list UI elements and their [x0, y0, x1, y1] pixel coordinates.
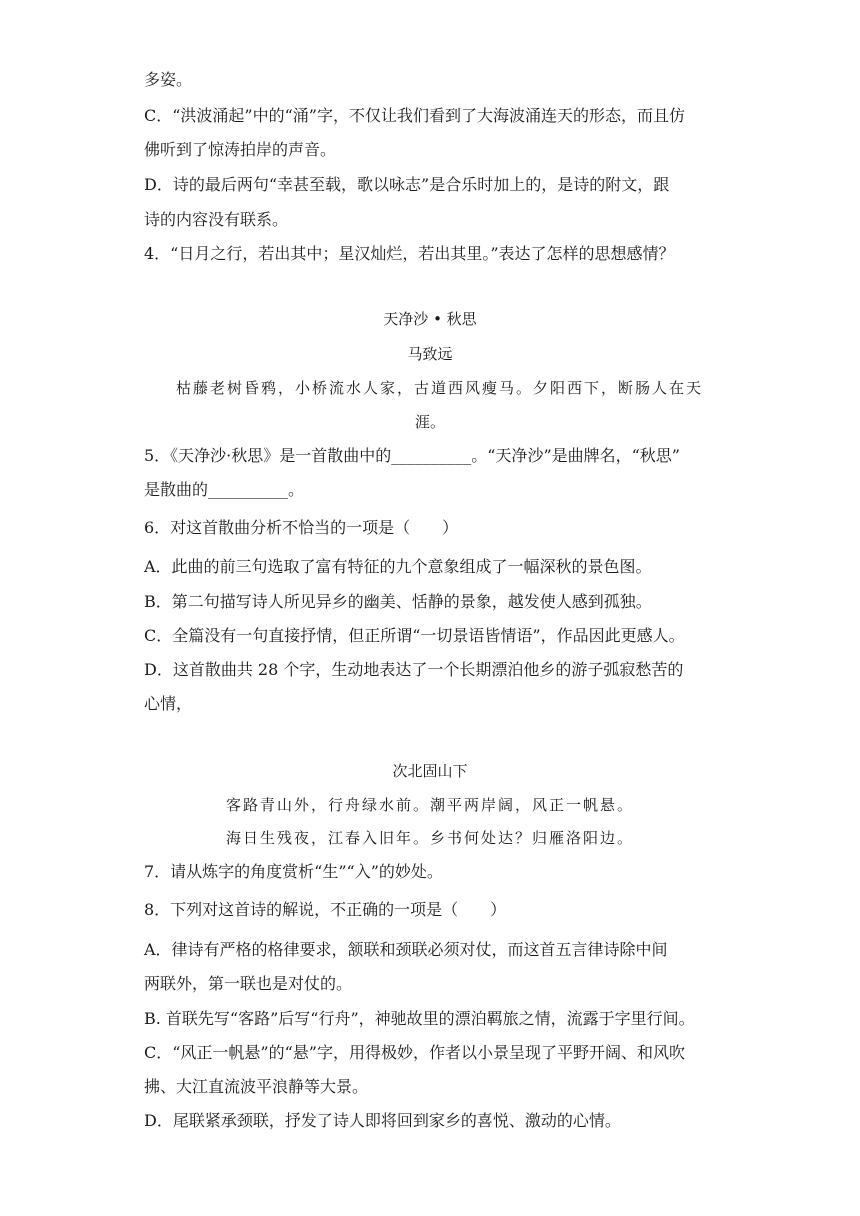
poem-title: 次北固山下: [392, 762, 468, 780]
text-line: 心情，: [144, 694, 193, 713]
option-d-line: D．尾联紧承颈联，抒发了诗人即将回到家乡的喜悦、激动的心情。: [144, 1111, 621, 1130]
option-c-line: C．全篇没有一句直接抒情，但正所谓“一切景语皆情语”，作品因此更感人。: [144, 626, 685, 645]
text-line: 诗的内容没有联系。: [144, 210, 289, 229]
poem-line: 客路青山外，行舟绿水前。潮平两岸阔，风正一帆悬。: [225, 796, 634, 814]
question-8: 8．下列对这首诗的解说，不正确的一项是（ ）: [144, 900, 507, 919]
option-a-line: A．律诗有严格的格律要求，颔联和颈联必须对仗，而这首五言律诗除中间: [144, 940, 668, 959]
poem-title: 天净沙 • 秋思: [383, 310, 477, 328]
option-d-line: D．诗的最后两句“幸甚至载，歌以咏志”是合乐时加上的，是诗的附文，跟: [144, 175, 670, 194]
option-d-line: D．这首散曲共 28 个字，生动地表达了一个长期漂泊他乡的游子弧寂愁苦的: [144, 660, 684, 679]
question-4: 4．“日月之行，若出其中；星汉灿烂，若出其里。”表达了怎样的思想感情？: [144, 244, 675, 263]
poem-line: 涯。: [414, 413, 445, 431]
text-line: 多姿。: [144, 70, 193, 89]
poem-author: 马致远: [407, 345, 453, 363]
text-line: 两联外，第一联也是对仗的。: [144, 974, 353, 993]
question-5: 5．《天净沙·秋思》是一首散曲中的__________。“天净沙”是曲牌名，“秋思”: [144, 446, 680, 465]
poem-line: 海日生残夜，江春入旧年。乡书何处达？归雁洛阳边。: [225, 829, 634, 847]
option-b-line: B. 首联先写“客路”后写“行舟”，神驰故里的漂泊羁旅之情，流露于字里行间。: [144, 1009, 695, 1028]
option-b-line: B．第二句描写诗人所见异乡的幽美、恬静的景象，越发使人感到孤独。: [144, 592, 652, 611]
option-c-line: C．“洪波涌起”中的“涌”字，不仅让我们看到了大海波涌连天的形态，而且仿: [144, 106, 685, 125]
text-line: 是散曲的__________。: [144, 480, 305, 499]
text-line: 佛听到了惊涛拍岸的声音。: [144, 140, 337, 159]
text-line: 拂、大江直流波平浪静等大景。: [144, 1077, 369, 1096]
option-c-line: C．“风正一帆悬”的“悬”字，用得极妙，作者以小景呈现了平野开阔、和风吹: [144, 1043, 685, 1062]
question-7: 7．请从炼字的角度赏析“生”“入”的妙处。: [144, 862, 443, 881]
option-a-line: A．此曲的前三句选取了富有特征的九个意象组成了一幅深秋的景色图。: [144, 557, 652, 576]
poem-line: 枯藤老树昏鸦，小桥流水人家，古道西风瘦马。夕阳西下，断肠人在天: [176, 379, 704, 397]
question-6: 6．对这首散曲分析不恰当的一项是（ ）: [144, 518, 459, 537]
